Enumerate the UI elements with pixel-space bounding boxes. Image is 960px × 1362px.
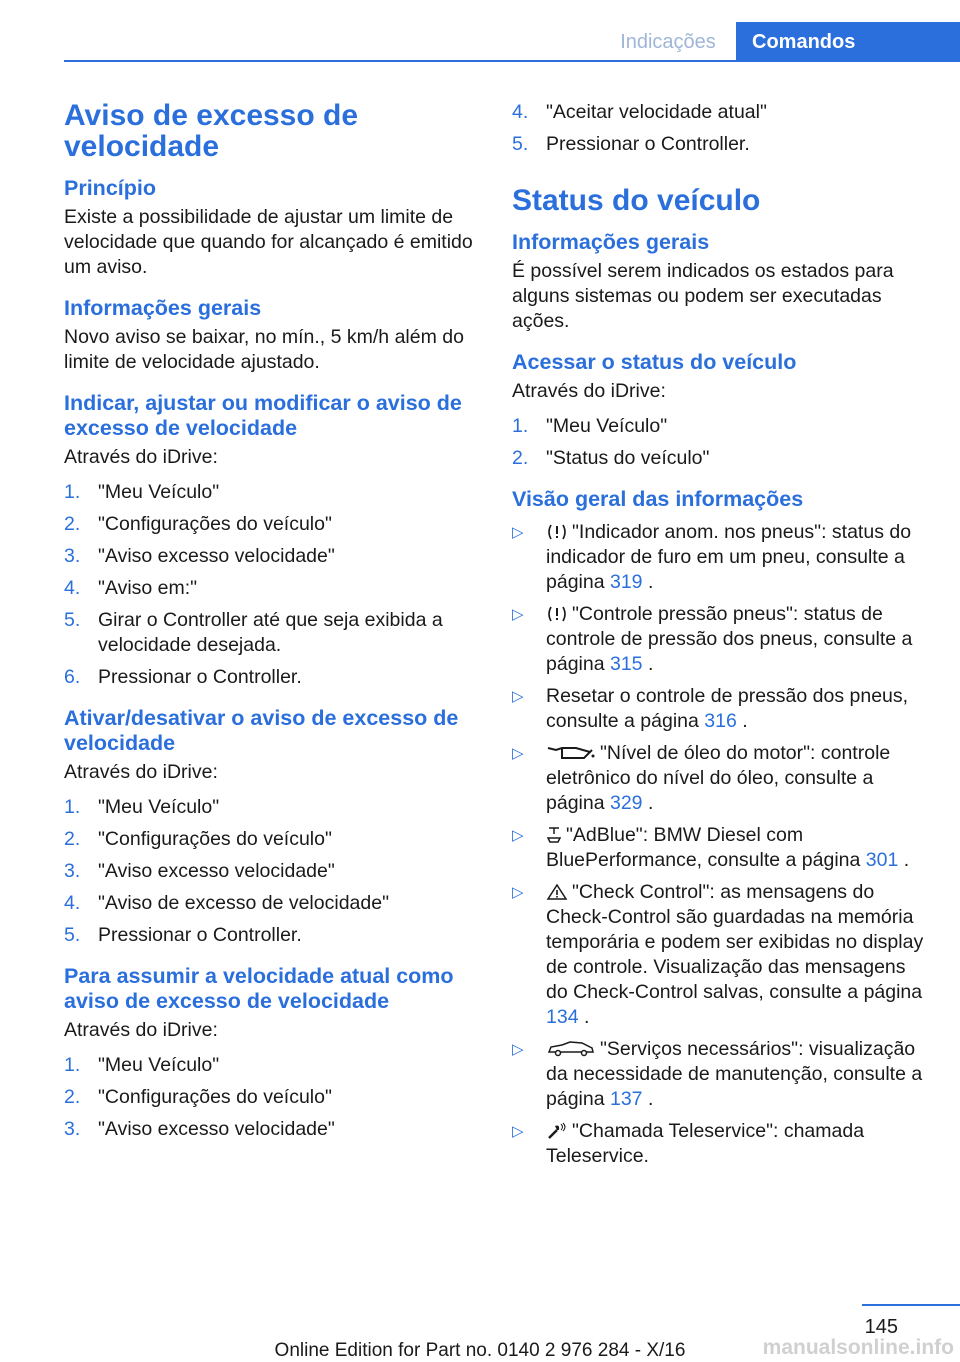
list-item: ▷ "Check Control": as mensagens do Check-Control são guardadas na memória temporária e podem ser exibidas no display de controle. Visualização das mensagens do Check-Control salvas, consulte a página 134 . xyxy=(512,881,924,1028)
car-service-icon xyxy=(546,1040,596,1058)
page-link[interactable]: 137 xyxy=(609,1088,643,1110)
list-item: 4. "Aviso em:" xyxy=(64,577,198,599)
page-link[interactable]: 301 xyxy=(865,849,899,871)
list-item: 4. "Aceitar velocidade atual" xyxy=(512,101,767,123)
wrench-call-icon xyxy=(546,1122,568,1140)
list-item: ▷ "Controle pressão pneus": status de controle de pressão dos pneus, consulte a página 315 . xyxy=(512,603,913,675)
list-item: 2. "Configurações do veículo" xyxy=(64,1086,332,1108)
list-item: 6. Pressionar o Controller. xyxy=(64,666,302,688)
edition-footer: Online Edition for Part no. 0140 2 976 284 - X/16 xyxy=(274,1340,686,1361)
left-column xyxy=(64,100,482,1158)
heading-set-warning: Indicar, ajustar ou modificar o aviso de excesso de velocidade xyxy=(64,391,462,440)
list-item: 4. "Aviso de excesso de velocidade" xyxy=(64,892,389,914)
general-info-text: É possível serem indicados os estados para alguns sistemas ou podem ser executadas ações. xyxy=(512,260,894,332)
heading-adopt-speed: Para assumir a velocidade atual como aviso de excesso de velocidade xyxy=(64,964,454,1013)
heading-access-status: Acessar o status do veículo xyxy=(512,350,797,374)
list-item: 2. "Status do veículo" xyxy=(512,447,710,469)
set-warning-intro: Através do iDrive: xyxy=(64,446,218,468)
toggle-warning-steps xyxy=(64,795,482,948)
list-item: 2. "Configurações do veículo" xyxy=(64,828,332,850)
heading-general-info: Informações gerais xyxy=(512,230,710,254)
list-item: 3. "Aviso excesso velocidade" xyxy=(64,1118,335,1140)
list-item: ▷ "Nível de óleo do motor": controle eletrônico do nível do óleo, consulte a página 329 . xyxy=(512,742,891,814)
tire-warning-icon xyxy=(546,523,568,541)
list-item: ▷ "Indicador anom. nos pneus": status do indicador de furo em um pneu, consulte a página 319 . xyxy=(512,521,912,593)
heading-general-info: Informações gerais xyxy=(64,296,262,320)
list-item: ▷ "Chamada Teleservice": chamada Teleservice. xyxy=(512,1120,865,1167)
adopt-speed-steps xyxy=(64,1053,482,1142)
page-link[interactable]: 315 xyxy=(609,653,643,675)
warning-triangle-icon xyxy=(546,883,568,901)
heading-toggle-warning: Ativar/desativar o aviso de excesso de velocidade xyxy=(64,706,459,755)
list-item: 1. "Meu Veículo" xyxy=(512,415,668,437)
page-link[interactable]: 329 xyxy=(609,792,643,814)
list-item: 3. "Aviso excesso velocidade" xyxy=(64,860,335,882)
right-column xyxy=(512,100,930,1185)
list-item: 2. "Configurações do veículo" xyxy=(64,513,332,535)
page-link[interactable]: 316 xyxy=(704,710,737,732)
page-link[interactable]: 134 xyxy=(546,1006,579,1028)
adopt-speed-steps-continued xyxy=(512,100,930,157)
set-warning-steps xyxy=(64,480,482,690)
list-item: ▷ Resetar o controle de pressão dos pneus, consulte a página 316 . xyxy=(512,685,909,732)
toggle-warning-intro: Através do iDrive: xyxy=(64,761,218,783)
section-title: Status do veículo xyxy=(512,184,761,217)
tab-indications[interactable]: Indicações xyxy=(620,31,716,53)
list-item: ▷ "AdBlue": BMW Diesel com BluePerformance, consulte a página 301 . xyxy=(512,824,910,871)
tire-pressure-icon xyxy=(546,605,568,623)
access-status-steps xyxy=(512,414,930,471)
tab-commands[interactable]: Comandos xyxy=(736,22,960,62)
list-item: 1. "Meu Veículo" xyxy=(64,1054,220,1076)
list-item: 1. "Meu Veículo" xyxy=(64,796,220,818)
heading-overview: Visão geral das informações xyxy=(512,487,804,511)
footer-rule xyxy=(862,1304,960,1306)
list-item: 5. Girar o Controller até que seja exibida a velocidade desejada. xyxy=(64,609,443,656)
adopt-speed-intro: Através do iDrive: xyxy=(64,1019,218,1041)
adblue-icon xyxy=(546,826,562,844)
watermark: manualsonline.info xyxy=(762,1336,954,1359)
section-title: Aviso de excesso de velocidade xyxy=(64,99,359,163)
list-item: 1. "Meu Veículo" xyxy=(64,481,220,503)
overview-list xyxy=(512,520,930,1169)
principle-text: Existe a possibilidade de ajustar um limite de velocidade que quando for alcançado é emitido um aviso. xyxy=(64,206,473,278)
heading-principle: Princípio xyxy=(64,176,156,200)
access-status-intro: Através do iDrive: xyxy=(512,380,666,402)
oil-can-icon xyxy=(546,744,596,762)
page-number: 145 xyxy=(864,1316,898,1338)
list-item: ▷ "Serviços necessários": visualização da necessidade de manutenção, consulte a página 137 . xyxy=(512,1038,923,1110)
general-info-text: Novo aviso se baixar, no mín., 5 km/h além do limite de velocidade ajustado. xyxy=(64,326,464,373)
header-rule xyxy=(64,60,960,62)
list-item: 5. Pressionar o Controller. xyxy=(512,133,750,155)
list-item: 5. Pressionar o Controller. xyxy=(64,924,302,946)
list-item: 3. "Aviso excesso velocidade" xyxy=(64,545,335,567)
page-link[interactable]: 319 xyxy=(609,571,643,593)
page-header xyxy=(0,22,960,62)
